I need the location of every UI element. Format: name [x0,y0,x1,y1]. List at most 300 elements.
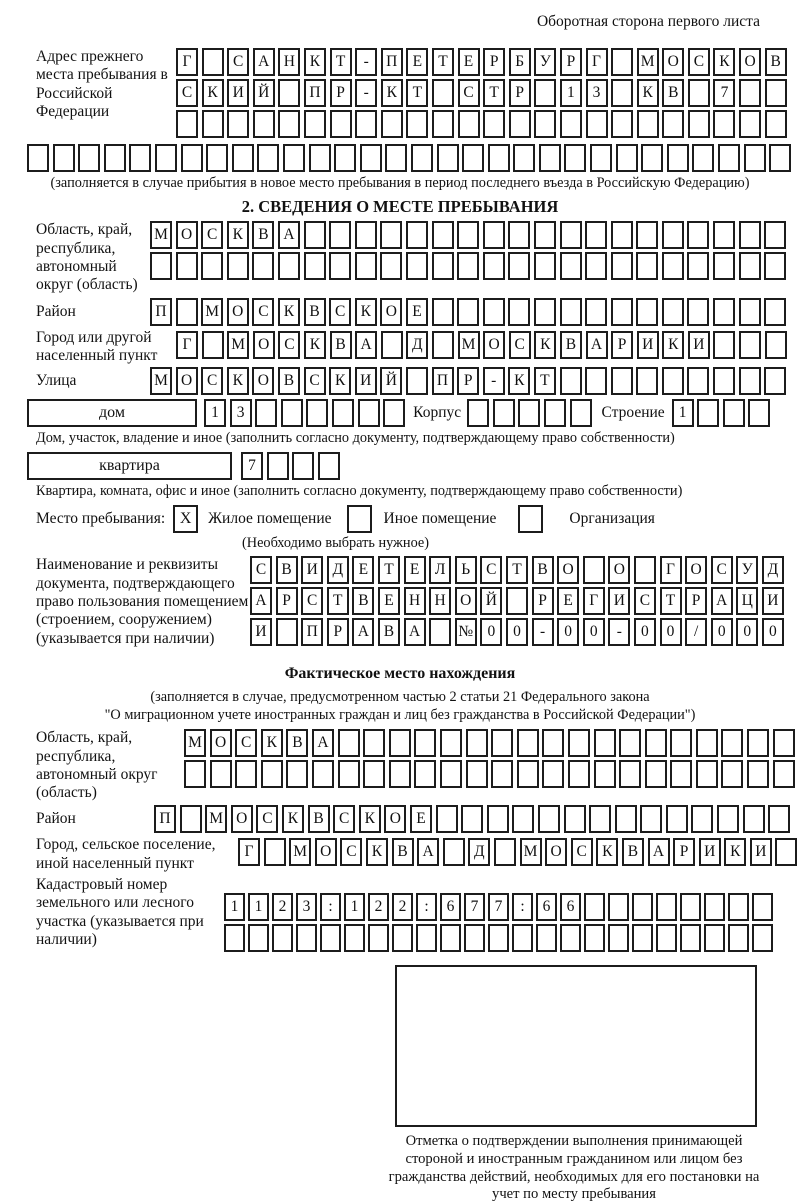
char-box[interactable]: Е [458,48,480,76]
char-box[interactable]: И [699,838,721,866]
char-box[interactable]: К [596,838,618,866]
char-box[interactable] [611,221,633,249]
house-number-row[interactable] [204,399,405,427]
char-box[interactable] [743,805,765,833]
char-box[interactable] [536,924,557,952]
char-box[interactable]: 0 [634,618,656,646]
char-box[interactable]: Т [378,556,400,584]
char-box[interactable]: Н [404,587,426,615]
char-box[interactable] [656,924,677,952]
char-box[interactable] [641,144,663,172]
char-box[interactable] [355,221,377,249]
char-box[interactable]: Б [509,48,531,76]
char-box[interactable] [775,838,797,866]
char-box[interactable]: Д [762,556,784,584]
char-box[interactable] [608,924,629,952]
char-box[interactable] [338,729,360,757]
char-box[interactable]: В [308,805,330,833]
char-box[interactable] [584,924,605,952]
char-box[interactable]: Ь [455,556,477,584]
char-box[interactable]: Е [406,48,428,76]
char-box[interactable]: С [340,838,362,866]
char-box[interactable]: Г [586,48,608,76]
char-box[interactable]: В [378,618,400,646]
char-box[interactable] [534,252,556,280]
char-box[interactable] [704,924,725,952]
char-box[interactable] [584,893,605,921]
char-box[interactable] [201,252,223,280]
char-box[interactable]: К [366,838,388,866]
char-box[interactable] [312,760,334,788]
char-box[interactable]: - [355,48,377,76]
char-box[interactable]: 6 [560,893,581,921]
char-box[interactable] [432,252,454,280]
char-box[interactable]: С [301,587,323,615]
char-box[interactable] [338,760,360,788]
char-box[interactable] [363,729,385,757]
char-box[interactable] [129,144,151,172]
char-box[interactable] [615,805,637,833]
char-box[interactable] [713,331,735,359]
char-box[interactable] [380,252,402,280]
char-box[interactable]: Р [685,587,707,615]
char-box[interactable] [483,298,505,326]
char-box[interactable] [309,144,331,172]
char-box[interactable]: И [227,79,249,107]
char-box[interactable] [53,144,75,172]
char-box[interactable] [542,760,564,788]
char-box[interactable] [611,367,633,395]
char-box[interactable] [176,110,198,138]
char-box[interactable]: 2 [272,893,293,921]
char-box[interactable] [494,838,516,866]
char-box[interactable]: Г [176,331,198,359]
char-box[interactable]: Р [611,331,633,359]
char-box[interactable]: К [278,298,300,326]
char-box[interactable] [462,144,484,172]
char-box[interactable] [666,805,688,833]
char-box[interactable]: И [608,587,630,615]
char-box[interactable]: Т [406,79,428,107]
char-box[interactable]: И [355,367,377,395]
char-box[interactable]: Й [480,587,502,615]
char-box[interactable]: О [176,367,198,395]
char-box[interactable] [272,924,293,952]
char-box[interactable] [764,298,786,326]
char-box[interactable]: 7 [713,79,735,107]
char-box[interactable]: О [608,556,630,584]
char-box[interactable] [304,221,326,249]
char-box[interactable]: П [154,805,176,833]
char-box[interactable] [176,298,198,326]
char-box[interactable] [406,110,428,138]
kadastr-row2[interactable] [224,924,773,952]
char-box[interactable] [487,805,509,833]
prev-address-row4[interactable] [27,144,800,172]
char-box[interactable]: О [483,331,505,359]
char-box[interactable]: Е [406,298,428,326]
char-box[interactable]: Т [483,79,505,107]
char-box[interactable] [512,805,534,833]
char-box[interactable] [360,144,382,172]
char-box[interactable] [583,556,605,584]
char-box[interactable] [466,729,488,757]
char-box[interactable] [385,144,407,172]
char-box[interactable] [636,221,658,249]
char-box[interactable]: Л [429,556,451,584]
char-box[interactable]: С [304,367,326,395]
char-box[interactable]: В [330,331,352,359]
char-box[interactable] [611,110,633,138]
char-box[interactable]: В [252,221,274,249]
char-box[interactable] [202,331,224,359]
char-box[interactable] [696,729,718,757]
char-box[interactable]: К [381,79,403,107]
char-box[interactable]: Т [660,587,682,615]
char-box[interactable]: К [508,367,530,395]
char-box[interactable] [721,729,743,757]
char-box[interactable] [411,144,433,172]
char-box[interactable] [457,252,479,280]
char-box[interactable] [457,221,479,249]
char-box[interactable] [253,110,275,138]
char-box[interactable]: Р [560,48,582,76]
char-box[interactable]: 7 [464,893,485,921]
char-box[interactable] [570,399,592,427]
city-row[interactable] [176,331,787,359]
char-box[interactable] [508,221,530,249]
char-box[interactable] [512,924,533,952]
char-box[interactable] [585,221,607,249]
char-box[interactable] [616,144,638,172]
char-box[interactable]: С [333,805,355,833]
char-box[interactable]: С [571,838,593,866]
char-box[interactable]: 2 [368,893,389,921]
char-box[interactable] [769,144,791,172]
char-box[interactable] [392,924,413,952]
char-box[interactable]: А [250,587,272,615]
char-box[interactable] [281,399,303,427]
document-row3[interactable] [250,618,784,646]
char-box[interactable]: Р [327,618,349,646]
char-box[interactable] [176,252,198,280]
char-box[interactable] [739,79,761,107]
char-box[interactable] [304,110,326,138]
char-box[interactable] [416,924,437,952]
char-box[interactable]: Е [410,805,432,833]
char-box[interactable]: Е [557,587,579,615]
char-box[interactable]: С [252,298,274,326]
char-box[interactable] [344,924,365,952]
char-box[interactable] [406,252,428,280]
char-box[interactable] [764,221,786,249]
apartment-number-row[interactable] [241,452,340,480]
char-box[interactable] [292,452,314,480]
char-box[interactable]: К [282,805,304,833]
char-box[interactable] [645,760,667,788]
char-box[interactable] [713,252,735,280]
char-box[interactable] [611,79,633,107]
prev-address-row1[interactable] [176,48,787,76]
char-box[interactable]: 6 [440,893,461,921]
char-box[interactable]: Т [506,556,528,584]
char-box[interactable] [747,729,769,757]
char-box[interactable] [267,452,289,480]
char-box[interactable] [414,760,436,788]
char-box[interactable] [560,221,582,249]
char-box[interactable] [687,298,709,326]
char-box[interactable] [296,924,317,952]
char-box[interactable]: О [685,556,707,584]
char-box[interactable]: Д [327,556,349,584]
char-box[interactable] [589,805,611,833]
char-box[interactable] [765,331,787,359]
char-box[interactable]: Т [327,587,349,615]
char-box[interactable]: О [315,838,337,866]
char-box[interactable]: С [711,556,733,584]
char-box[interactable] [619,729,641,757]
char-box[interactable]: - [355,79,377,107]
char-box[interactable] [363,760,385,788]
char-box[interactable]: М [150,221,172,249]
char-box[interactable] [697,399,719,427]
char-box[interactable] [765,110,787,138]
char-box[interactable] [608,893,629,921]
char-box[interactable]: М [205,805,227,833]
char-box[interactable] [560,110,582,138]
actual-region-row2[interactable] [184,760,795,788]
char-box[interactable]: П [150,298,172,326]
char-box[interactable]: В [286,729,308,757]
char-box[interactable]: К [662,331,684,359]
char-box[interactable]: С [509,331,531,359]
char-box[interactable]: Р [532,587,554,615]
char-box[interactable] [747,760,769,788]
prev-address-row3[interactable] [176,110,787,138]
char-box[interactable]: К [329,367,351,395]
char-box[interactable]: М [201,298,223,326]
char-box[interactable]: 1 [248,893,269,921]
char-box[interactable] [464,924,485,952]
char-box[interactable] [721,760,743,788]
char-box[interactable] [483,252,505,280]
actual-region-row1[interactable] [184,729,795,757]
char-box[interactable]: О [380,298,402,326]
char-box[interactable]: С [458,79,480,107]
char-box[interactable] [508,252,530,280]
char-box[interactable]: А [586,331,608,359]
char-box[interactable] [184,760,206,788]
char-box[interactable] [585,367,607,395]
char-box[interactable]: В [622,838,644,866]
char-box[interactable]: Г [176,48,198,76]
char-box[interactable] [181,144,203,172]
char-box[interactable]: А [417,838,439,866]
char-box[interactable]: 0 [583,618,605,646]
char-box[interactable] [509,110,531,138]
char-box[interactable] [713,110,735,138]
char-box[interactable] [252,252,274,280]
char-box[interactable]: К [304,331,326,359]
char-box[interactable] [27,144,49,172]
char-box[interactable]: В [560,331,582,359]
char-box[interactable] [261,760,283,788]
char-box[interactable] [329,252,351,280]
char-box[interactable] [611,48,633,76]
char-box[interactable] [483,221,505,249]
char-box[interactable] [662,110,684,138]
char-box[interactable] [691,805,713,833]
char-box[interactable] [560,252,582,280]
char-box[interactable] [764,252,786,280]
char-box[interactable] [739,331,761,359]
char-box[interactable] [276,618,298,646]
char-box[interactable] [202,48,224,76]
char-box[interactable]: И [688,331,710,359]
char-box[interactable]: - [483,367,505,395]
char-box[interactable]: В [352,587,374,615]
char-box[interactable]: У [534,48,556,76]
char-box[interactable]: С [250,556,272,584]
char-box[interactable] [670,760,692,788]
char-box[interactable]: 0 [480,618,502,646]
char-box[interactable] [636,367,658,395]
char-box[interactable]: И [762,587,784,615]
char-box[interactable] [688,110,710,138]
char-box[interactable]: К [359,805,381,833]
char-box[interactable] [458,110,480,138]
char-box[interactable] [564,805,586,833]
char-box[interactable] [508,298,530,326]
char-box[interactable]: 7 [488,893,509,921]
document-row2[interactable] [250,587,784,615]
char-box[interactable]: С [235,729,257,757]
char-box[interactable] [718,144,740,172]
char-box[interactable]: Р [483,48,505,76]
char-box[interactable]: Т [534,367,556,395]
char-box[interactable] [748,399,770,427]
char-box[interactable]: М [150,367,172,395]
char-box[interactable]: П [304,79,326,107]
char-box[interactable] [739,298,761,326]
char-box[interactable] [155,144,177,172]
char-box[interactable] [637,110,659,138]
char-box[interactable]: С [278,331,300,359]
char-box[interactable] [432,221,454,249]
char-box[interactable] [227,252,249,280]
char-box[interactable] [513,144,535,172]
char-box[interactable] [594,729,616,757]
char-box[interactable] [461,805,483,833]
char-box[interactable] [538,805,560,833]
char-box[interactable] [467,399,489,427]
char-box[interactable] [764,367,786,395]
char-box[interactable]: О [252,367,274,395]
char-box[interactable] [662,298,684,326]
char-box[interactable] [457,298,479,326]
char-box[interactable]: С [227,48,249,76]
char-box[interactable] [680,893,701,921]
char-box[interactable]: 1 [204,399,226,427]
char-box[interactable] [432,79,454,107]
char-box[interactable] [568,729,590,757]
char-box[interactable] [611,298,633,326]
char-box[interactable] [634,556,656,584]
char-box[interactable] [432,298,454,326]
char-box[interactable] [202,110,224,138]
region-row2[interactable] [150,252,786,280]
char-box[interactable] [278,110,300,138]
char-box[interactable]: С [329,298,351,326]
char-box[interactable] [765,79,787,107]
char-box[interactable] [436,805,458,833]
char-box[interactable] [662,252,684,280]
char-box[interactable] [704,893,725,921]
char-box[interactable] [493,399,515,427]
char-box[interactable]: В [765,48,787,76]
char-box[interactable] [264,838,286,866]
char-box[interactable]: К [724,838,746,866]
char-box[interactable] [544,399,566,427]
char-box[interactable]: О [662,48,684,76]
char-box[interactable] [739,367,761,395]
char-box[interactable] [744,144,766,172]
char-box[interactable] [585,252,607,280]
char-box[interactable] [429,618,451,646]
char-box[interactable]: К [227,221,249,249]
char-box[interactable] [389,729,411,757]
char-box[interactable] [224,924,245,952]
char-box[interactable] [739,221,761,249]
char-box[interactable]: С [688,48,710,76]
char-box[interactable] [283,144,305,172]
char-box[interactable] [78,144,100,172]
char-box[interactable]: 0 [711,618,733,646]
char-box[interactable] [332,399,354,427]
actual-district-row[interactable] [154,805,790,833]
char-box[interactable] [329,221,351,249]
prev-address-row2[interactable] [176,79,787,107]
char-box[interactable]: Р [330,79,352,107]
char-box[interactable]: 1 [224,893,245,921]
char-box[interactable]: О [227,298,249,326]
char-box[interactable]: Г [660,556,682,584]
char-box[interactable]: Д [406,331,428,359]
char-box[interactable] [534,110,556,138]
char-box[interactable]: А [278,221,300,249]
char-box[interactable]: Р [276,587,298,615]
char-box[interactable]: С [256,805,278,833]
char-box[interactable] [687,252,709,280]
char-box[interactable]: А [648,838,670,866]
char-box[interactable] [358,399,380,427]
char-box[interactable] [692,144,714,172]
char-box[interactable]: Е [352,556,374,584]
char-box[interactable] [491,729,513,757]
char-box[interactable] [380,221,402,249]
char-box[interactable]: 3 [230,399,252,427]
char-box[interactable] [687,367,709,395]
district-row[interactable] [150,298,786,326]
char-box[interactable]: 6 [536,893,557,921]
char-box[interactable]: П [381,48,403,76]
char-box[interactable] [542,729,564,757]
char-box[interactable] [636,252,658,280]
char-box[interactable]: О [384,805,406,833]
char-box[interactable] [656,893,677,921]
char-box[interactable] [739,252,761,280]
char-box[interactable] [662,221,684,249]
